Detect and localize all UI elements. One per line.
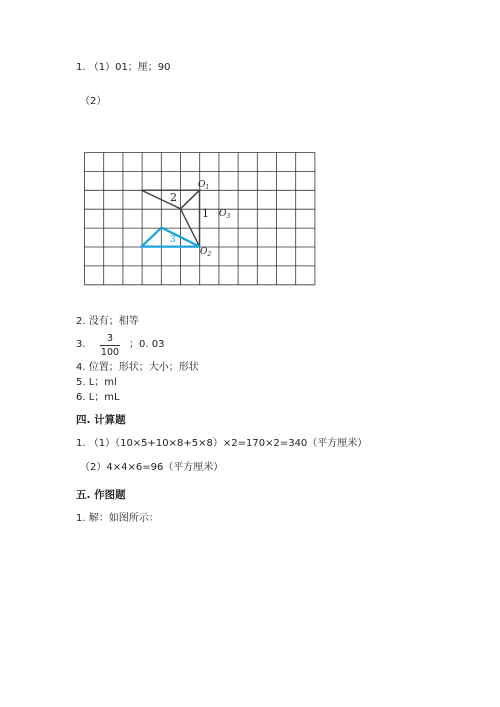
fraction-bar xyxy=(100,345,120,346)
point-o3-label: $O_3$ xyxy=(219,209,231,220)
point-o1-label: $O_1$ xyxy=(198,180,210,191)
fraction-denominator: 100 xyxy=(100,347,120,358)
answer-1-part-2: （2） xyxy=(80,96,107,107)
answer-3-suffix: ；0. 03 xyxy=(129,339,165,350)
answer-6: 6. L；mL xyxy=(76,392,120,403)
triangle-2-label: 2 xyxy=(170,191,177,204)
section-5-heading: 五. 作图题 xyxy=(76,489,126,501)
point-o2-label: $O_2$ xyxy=(200,247,212,258)
triangle-1-label: 1 xyxy=(202,207,209,220)
answer-1-part-1: 1. （1）01；厘；90 xyxy=(76,62,171,73)
grid-figure xyxy=(84,152,319,289)
answer-3-prefix: 3. xyxy=(76,339,86,350)
answer-4: 4. 位置；形状；大小；形状 xyxy=(76,362,199,373)
section-4-heading: 四. 计算题 xyxy=(76,414,126,426)
section-4-answer-1: 1. （1）（10×5+10×8+5×8）×2=170×2=340（平方厘米） xyxy=(76,438,368,449)
triangle-3-label: 3 xyxy=(170,235,176,245)
grid-figure-svg xyxy=(84,152,319,286)
section-5-answer-1: 1. 解：如图所示： xyxy=(76,513,159,524)
fraction-numerator: 3 xyxy=(106,333,114,344)
answer-5: 5. L；ml xyxy=(76,377,117,388)
answer-2: 2. 没有；相等 xyxy=(76,316,139,327)
section-4-answer-2: （2）4×4×6=96（平方厘米） xyxy=(80,462,224,473)
